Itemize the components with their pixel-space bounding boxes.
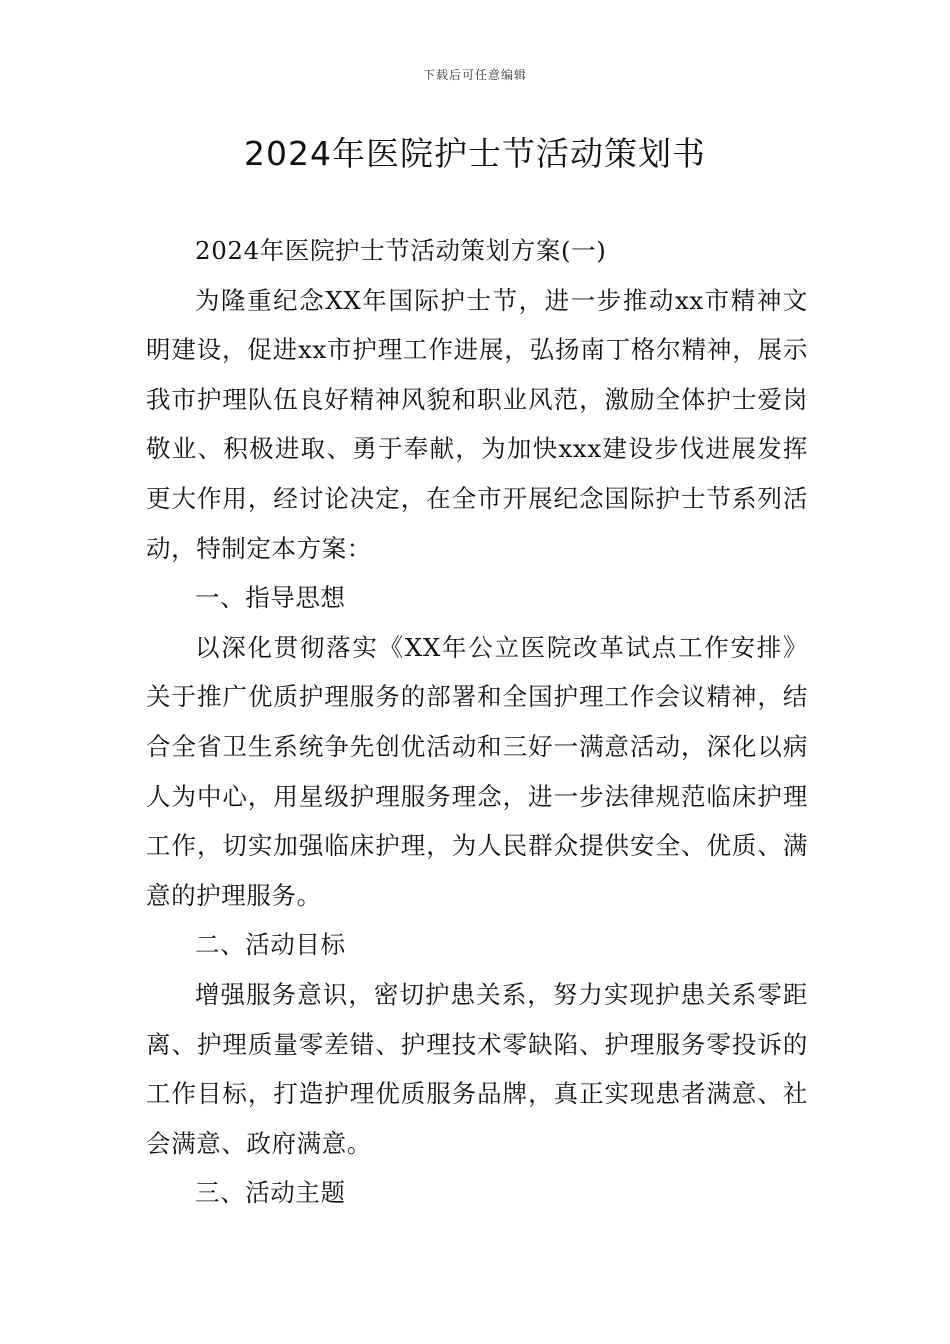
section-heading-guiding-ideology: 一、指导思想	[195, 583, 346, 613]
section-heading-activity-theme: 三、活动主题	[195, 1178, 346, 1208]
document-title: 2024年医院护士节活动策划书	[244, 134, 706, 173]
page-header-note: 下载后可任意编辑	[422, 68, 527, 82]
plan-subtitle: 2024年医院护士节活动策划方案(一)	[195, 236, 607, 265]
document-body	[146, 226, 808, 1218]
guiding-ideology-paragraph: 以深化贯彻落实《XX年公立医院改革试点工作安排》关于推广优质护理服务的部署和全国护理工作会议精神，结合全省卫生系统争先创优活动和三好一满意活动，深化以病人为中心，用星级护理服务理念，进一步法律规范临床护理工作，切实加强临床护理，为人民群众提供安全、优质、满意的护理服务。	[146, 632, 808, 910]
activity-goals-paragraph: 增强服务意识，密切护患关系，努力实现护患关系零距离、护理质量零差错、护理技术零缺陷、护理服务零投诉的工作目标，打造护理优质服务品牌，真正实现患者满意、社会满意、政府满意。	[146, 979, 808, 1158]
section-heading-activity-goals: 二、活动目标	[195, 930, 346, 960]
intro-paragraph: 为隆重纪念XX年国际护士节，进一步推动xx市精神文明建设，促进xx市护理工作进展，弘扬南丁格尔精神，展示我市护理队伍良好精神风貌和职业风范，激励全体护士爱岗敬业、积极进取、勇于奉献，为加快xxx建设步伐进展发挥更大作用，经讨论决定，在全市开展纪念国际护士节系列活动，特制定本方案：	[146, 285, 808, 563]
